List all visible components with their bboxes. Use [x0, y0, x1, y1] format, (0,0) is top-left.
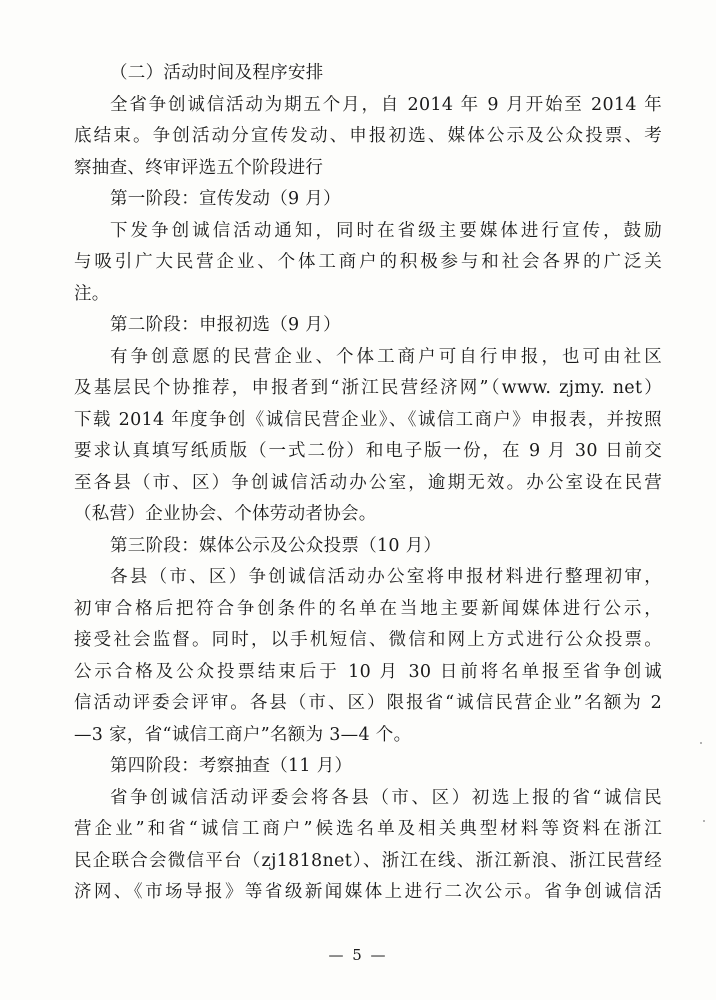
paragraph-line: 及基层民个协推荐，申报者到“浙江民营经济网”（www. zjmy. net） — [74, 378, 662, 398]
paragraph-line: （私营）企业协会、个体劳动者协会。 — [74, 504, 377, 524]
paragraph-line: 初审合格后把符合争创条件的名单在当地主要新闻媒体进行公示， — [74, 598, 662, 619]
paragraph-line: 下发争创诚信活动通知，同时在省级主要媒体进行宣传，鼓励 — [110, 220, 662, 241]
paragraph-line: 各县（市、区）争创诚信活动办公室将申报材料进行整理初审， — [110, 567, 662, 587]
paragraph-line: 察抽查、终审评选五个阶段进行 — [74, 157, 324, 178]
stage-heading-1: 第一阶段：宣传发动（9 月） — [110, 189, 341, 209]
paragraph-line: —3 家，省“诚信工商户”名额为 3—4 个。 — [74, 724, 412, 745]
paragraph-line: 有争创意愿的民营企业、个体工商户可自行申报，也可由社区 — [110, 346, 662, 367]
paragraph-line: 公示合格及公众投票结束后于 10 月 30 日前将名单报至省争创诚 — [74, 661, 662, 682]
document-body — [74, 58, 662, 909]
paragraph-line: 要求认真填写纸质版（一式二份）和电子版一份，在 9 月 30 日前交 — [74, 441, 662, 461]
stage-heading-4: 第四阶段：考察抽查（11 月） — [110, 756, 353, 776]
paragraph-line: 与吸引广大民营企业、个体工商户的积极参与和社会各界的广泛关 — [74, 252, 662, 272]
page-number: — 5 — — [328, 946, 388, 964]
section-heading-schedule: （二）活动时间及程序安排 — [110, 63, 324, 83]
paragraph-line: 省争创诚信活动评委会将各县（市、区）初选上报的省“诚信民 — [110, 787, 662, 808]
scan-speck — [700, 742, 702, 744]
stage-heading-3: 第三阶段：媒体公示及公众投票（10 月） — [110, 535, 442, 556]
paragraph-line: 底结束。争创活动分宣传发动、申报初选、媒体公示及公众投票、考 — [74, 126, 662, 146]
paragraph-line: 营企业”和省“诚信工商户”候选名单及相关典型材料等资料在浙江 — [74, 819, 662, 839]
paragraph-line: 接受社会监督。同时，以手机短信、微信和网上方式进行公众投票。 — [74, 630, 662, 650]
paragraph-line: 下载 2014 年度争创《诚信民营企业》、《诚信工商户》申报表，并按照 — [74, 409, 662, 430]
paragraph-line: 济网、《市场导报》等省级新闻媒体上进行二次公示。省争创诚信活 — [74, 882, 662, 902]
paragraph-line: 民企联合会微信平台（zj1818net）、浙江在线、浙江新浪、浙江民营经 — [74, 850, 662, 871]
paragraph-line: 至各县（市、区）争创诚信活动办公室，逾期无效。办公室设在民营 — [74, 472, 662, 493]
paragraph-line: 全省争创诚信活动为期五个月，自 2014 年 9 月开始至 2014 年 — [110, 94, 662, 115]
stage-heading-2: 第二阶段：申报初选（9 月） — [110, 315, 341, 335]
paragraph-line: 信活动评委会评审。各县（市、区）限报省“诚信民营企业”名额为 2 — [74, 693, 662, 713]
scan-speck — [703, 820, 705, 822]
paragraph-line: 注。 — [74, 283, 110, 304]
